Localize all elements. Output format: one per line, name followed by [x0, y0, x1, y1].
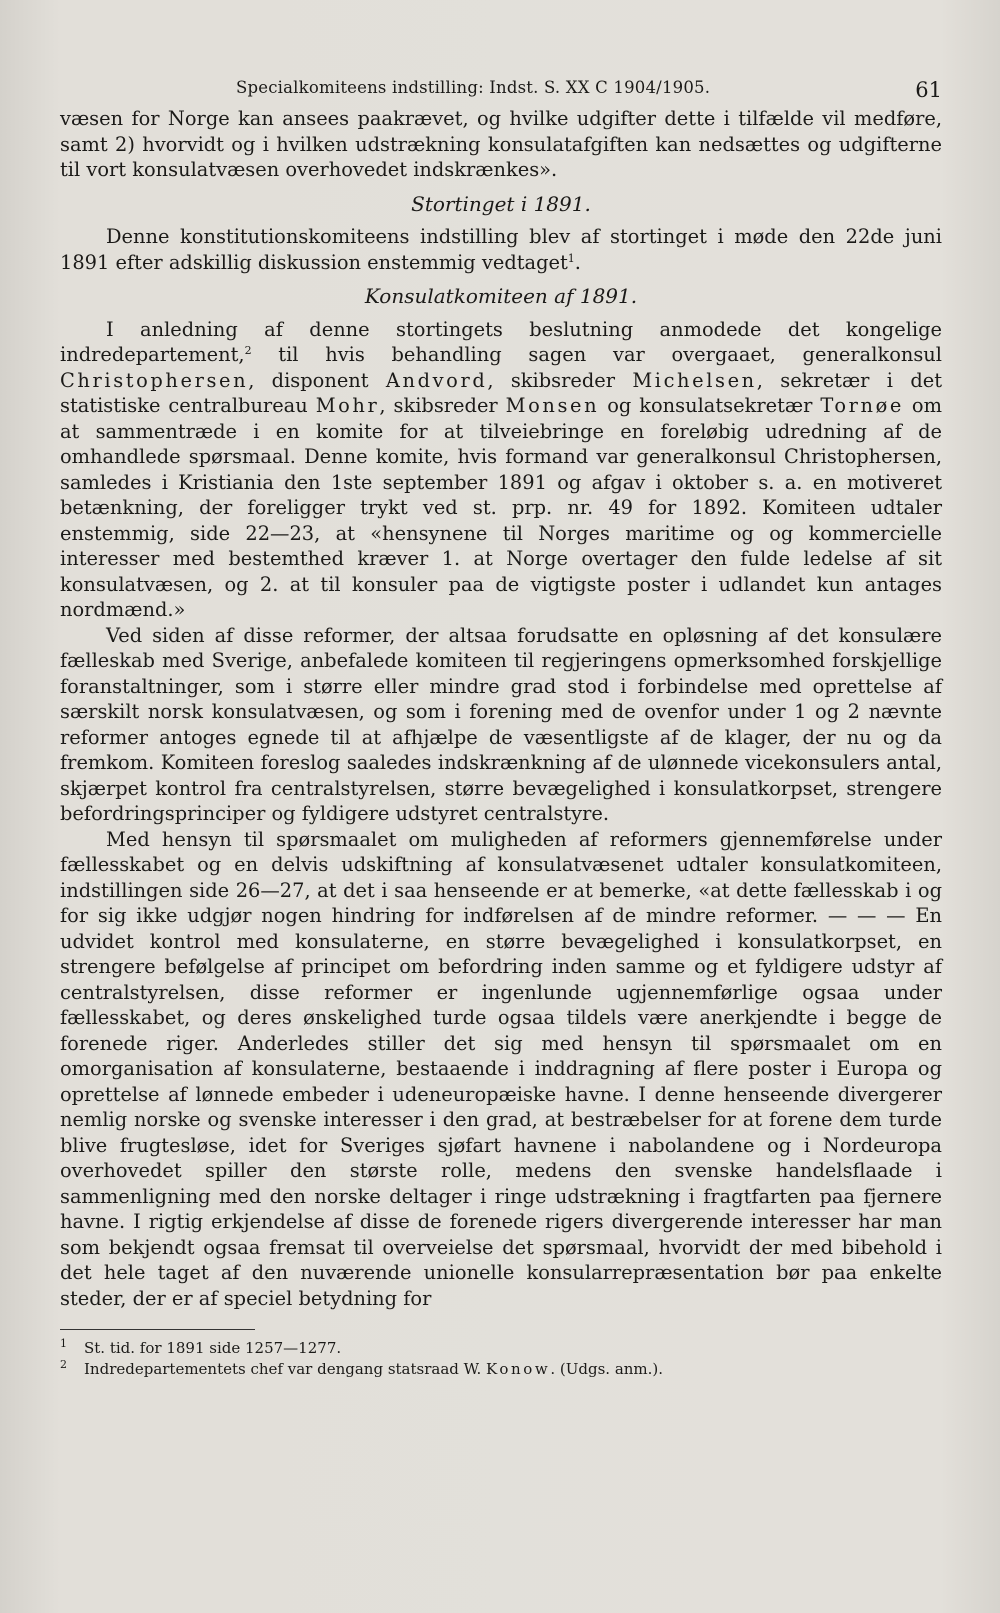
text-run: , disponent: [248, 368, 386, 392]
text-run: , skibsreder: [379, 394, 506, 417]
body-text: [60, 106, 942, 1311]
person-name: Andvord: [385, 368, 488, 392]
person-name: Konow: [485, 1360, 551, 1378]
person-name: Mohr: [315, 394, 380, 417]
text-run: . (Udgs. anm.).: [550, 1360, 664, 1378]
text-run: , sekretær i det statistiske centralbureau: [60, 368, 942, 417]
paragraph-konsulatkomiteen: [60, 317, 942, 623]
paragraph-reformer: Ved siden af disse reformer, der altsaa forudsatte en opløsning af det konsulære fælleskab med Sverige, anbefalede komiteen til regjeringens opmerksomhed forskjellige foranstaltninger, som i større eller mindre grad stod i forbindelse med oprettelse af særskilt norsk konsulatvæsen, og som i forening med de ovenfor under 1 og 2 nævnte reformer antoges egnede til at afhjælpe de væsentligste af de klager, der nu og da fremkom. Komiteen foreslog saaledes indskrænkning af de ulønnede vicekonsulers antal, skjærpet kontrol fra centralstyrelsen, større bevægelighed i konsulatkorpset, strengere befordringsprinciper og fyldigere udstyret centralstyre.: [60, 623, 942, 825]
text-run: til hvis behandling sagen var overgaaet, generalkonsul: [251, 343, 942, 366]
text-run: og konsulatsekretær: [599, 394, 821, 417]
running-head-title: Specialkomiteens indstilling: Indst. S. XX C 1904/1905.: [236, 78, 711, 97]
person-name: Monsen: [505, 394, 600, 417]
person-name: Christophersen: [60, 368, 249, 392]
footnote-mark: 2: [60, 1358, 67, 1371]
person-name: Tornøe: [820, 394, 904, 417]
running-head: [60, 70, 942, 106]
text-run: , skibsreder: [487, 368, 633, 392]
footnotes: [60, 1338, 942, 1380]
section-heading-stortinget: Stortinget i 1891.: [411, 191, 591, 216]
person-name: Michelsen: [632, 368, 757, 392]
section-heading-konsulatkomiteen: Konsulatkomiteen af 1891.: [364, 284, 638, 308]
footnote-2: [60, 1359, 942, 1380]
footnote-1: [60, 1338, 942, 1359]
text-run: om at sammentræde i en komite for at tilveiebringe en foreløbig udredning af de omhandlede spørsmaal. Denne komite, hvis formand var generalkonsul Christophersen, samledes i Kristiania den 1ste september 1891 og afgav i oktober s. a. en motiveret betænkning, der foreligger trykt ved st. prp. nr. 49 for 1892. Komiteen udtaler enstemmig, side 22—23, at «hensynene til Norges maritime og og kommercielle interesser med bestemthed kræver 1. at Norge overtager den fulde ledelse af sit konsulatvæsen, og 2. at til konsuler paa de vigtigste poster i udlandet kun antages nordmænd.»: [60, 394, 942, 621]
paragraph-intro: væsen for Norge kan ansees paakrævet, og hvilke udgifter dette i tilfælde vil medføre, samt 2) hvorvidt og i hvilken udstrækning konsulatafgiften kan nedsættes og udgifterne til vort konsulatvæsen overhovedet indskrænkes».: [60, 107, 942, 181]
text-run: Indredepartementets chef var dengang statsraad W.: [84, 1360, 486, 1378]
footnote-ref-2: 2: [244, 344, 252, 357]
paragraph-stortinget-text: Denne konstitutionskomiteens indstilling blev af stortinget i møde den 22de juni 1891 efter adskillig diskussion enstemmig vedtaget: [60, 225, 942, 274]
text-run: I anledning af denne stortingets beslutning anmodede det kongelige indredepartement,: [60, 317, 942, 366]
paragraph-stortinget: [60, 224, 942, 275]
footnote-text: St. tid. for 1891 side 1257—1277.: [84, 1339, 342, 1357]
footnote-mark: 1: [60, 1337, 67, 1350]
footnote-divider: [60, 1329, 255, 1330]
paragraph-stortinget-end: .: [574, 250, 581, 274]
page-number: 61: [915, 78, 942, 102]
paragraph-hensyn: Med hensyn til spørsmaalet om muligheden af reformers gjennemførelse under fællesskabet og en delvis udskiftning af konsulatvæsenet udtaler konsulatkomiteen, indstillingen side 26—27, at det i saa henseende er at bemerke, «at dette fællesskab i og for sig ikke udgjør nogen hindring for indførelsen af de mindre reformer. — — — En udvidet kontrol med konsulaterne, en større bevægelighed i konsulatkorpset, en strengere befølgelse af principet om befordring inden samme og et fyldigere udstyr af centralstyrelsen, disse reformer er ingenlunde ugjennemførlige ogsaa under fællesskabet, og deres ønskelighed turde ogsaa tildels være anerkjendte i begge de forenede riger. Anderledes stiller det sig med hensyn til spørsmaalet om en omorganisation af konsulaterne, bestaaende i inddragning af flere poster i Europa og oprettelse af lønnede embeder i udeneuropæiske havne. I denne henseende divergerer nemlig norske og svenske interesser i den grad, at bestræbelser for at forene dem turde blive frugtesløse, idet for Sveriges sjøfart havnene i nabolandene og i Nordeuropa overhovedet spiller den største rolle, medens den svenske handelsflaade i sammenligning med den norske deltager i ringe udstrækning i fragtfarten paa fjernere havne. I rigtig erkjendelse af disse de forenede rigers divergerende interesser har man som bekjendt ogsaa fremsat til overveielse det spørsmaal, hvorvidt der med bibehold i det hele taget af den nuværende unionelle konsularrepræsentation bør paa enkelte steder, der er af speciel betydning for: [60, 827, 942, 1310]
footnote-text: [84, 1359, 663, 1380]
footnote-ref-1: 1: [567, 251, 575, 265]
